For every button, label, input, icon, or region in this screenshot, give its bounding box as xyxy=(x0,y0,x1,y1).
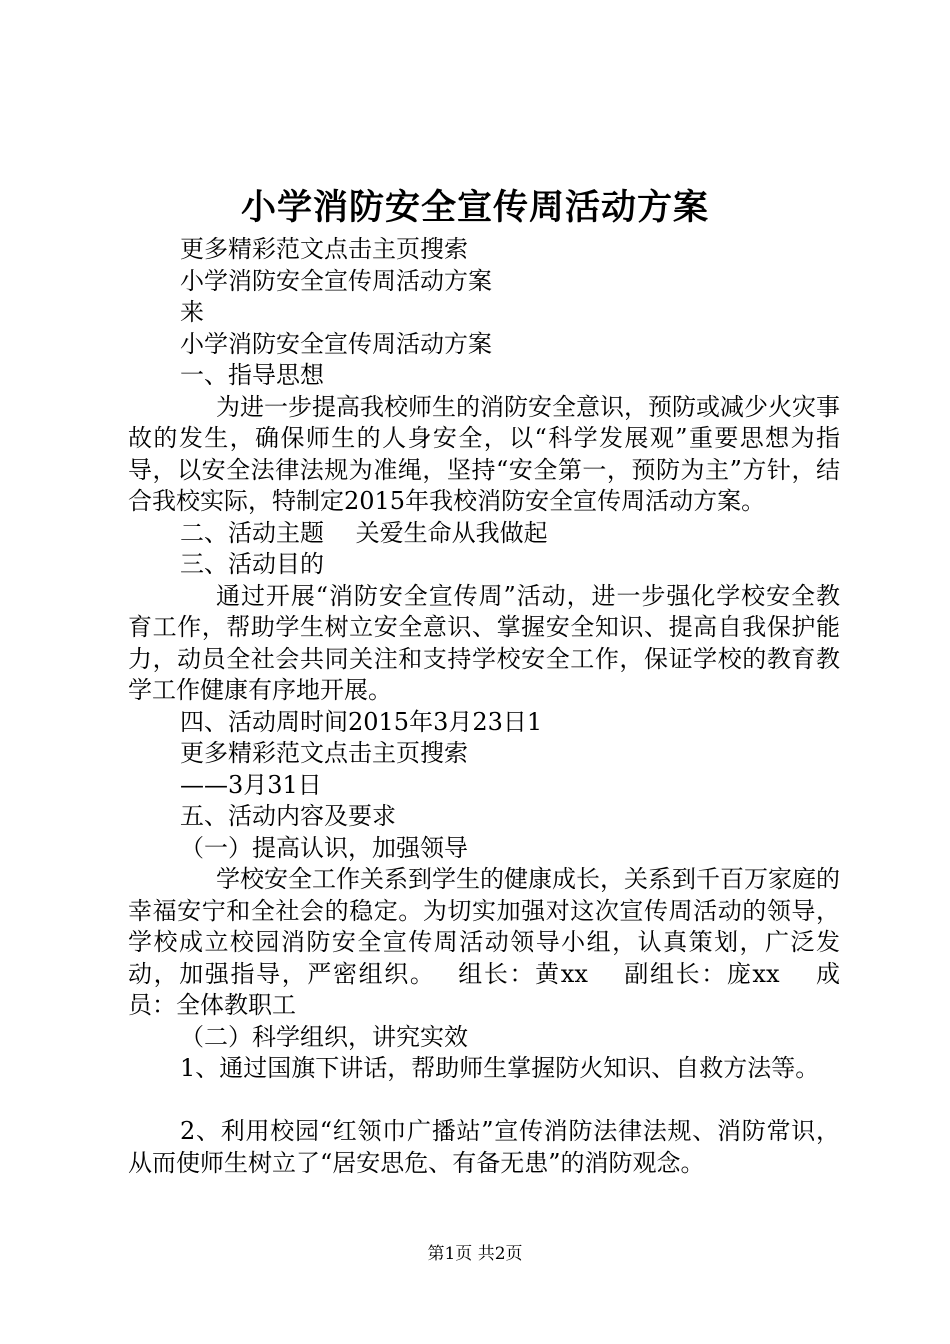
promo-line-2: 更多精彩范文点击主页搜索 xyxy=(180,739,468,767)
paragraph-guiding-ideology: 为进一步提高我校师生的消防安全意识，预防或减少火灾事故的发生，确保师生的人身安全，以“科学发展观”重要思想为指导，以安全法律法规为准绳，坚持“安全第一，预防为主”方针，结合我校实际，特制定2015年我校消防安全宣传周活动方案。 xyxy=(128,392,840,515)
list-item-1: 1、通过国旗下讲话，帮助师生掌握防火知识、自救方法等。 xyxy=(180,1054,820,1082)
document-title: 小学消防安全宣传周活动方案 xyxy=(240,187,709,228)
subsection-heading-2: （二）科学组织，讲究实效 xyxy=(180,1022,468,1051)
section-heading-2: 二、活动主题 关爱生命从我做起 xyxy=(180,518,548,547)
section-heading-5: 五、活动内容及要求 xyxy=(180,802,396,830)
paragraph-activity-purpose: 通过开展“消防安全宣传周”活动，进一步强化学校安全教育工作，帮助学生树立安全意识、掌握安全知识、提高自我保护能力，动员全社会共同关注和支持学校安全工作，保证学校的教育教学工作健康有序地开展。 xyxy=(128,581,840,704)
section-heading-1: 一、指导思想 xyxy=(180,361,324,389)
subtitle-line: 小学消防安全宣传周活动方案 xyxy=(180,266,492,295)
date-range-line: ——3月31日 xyxy=(180,770,322,799)
section-heading-4: 四、活动周时间2015年3月23日1 xyxy=(180,707,543,736)
page-footer: 第1页 共2页 xyxy=(427,1244,523,1264)
document-body xyxy=(128,234,840,1179)
blank-line xyxy=(128,1085,840,1117)
paragraph-leadership: 学校安全工作关系到学生的健康成长，关系到千百万家庭的幸福安宁和全社会的稳定。为切实加强对这次宣传周活动的领导，学校成立校园消防安全宣传周活动领导小组，认真策划，广泛发动，加强指导，严密组织。 组长：黄xx 副组长：庞xx 成员：全体教职工 xyxy=(128,865,840,1019)
promo-line: 更多精彩范文点击主页搜索 xyxy=(180,235,468,263)
subsection-heading-1: （一）提高认识，加强领导 xyxy=(180,833,468,862)
source-line: 来 xyxy=(180,298,204,326)
subtitle-line-2: 小学消防安全宣传周活动方案 xyxy=(180,329,492,358)
section-heading-3: 三、活动目的 xyxy=(180,550,324,578)
list-item-2: 2、利用校园“红领巾广播站”宣传消防法律法规、消防常识，从而使师生树立了“居安思危、有备无患”的消防观念。 xyxy=(128,1117,840,1177)
